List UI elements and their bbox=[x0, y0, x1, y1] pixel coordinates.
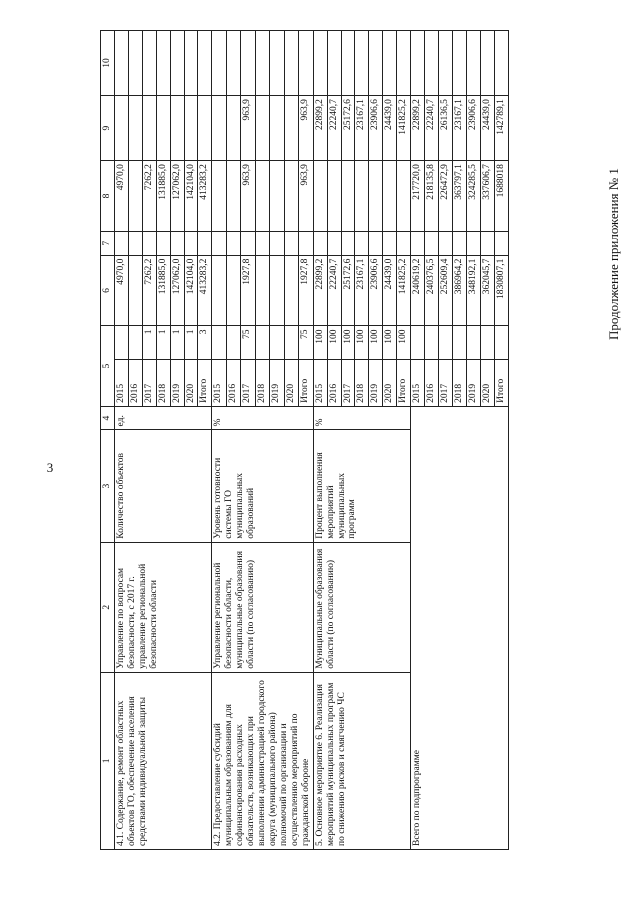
value-cell: 100 bbox=[341, 326, 355, 359]
value-cell bbox=[341, 161, 355, 232]
value-cell: 226472,9 bbox=[438, 161, 452, 232]
value-cell bbox=[411, 231, 425, 255]
value-cell bbox=[369, 231, 383, 255]
year-cell: 2016 bbox=[128, 359, 142, 406]
value-cell bbox=[212, 231, 226, 255]
value-cell: 25172,6 bbox=[341, 255, 355, 326]
value-cell: 100 bbox=[313, 326, 327, 359]
value-cell bbox=[128, 96, 142, 161]
value-cell bbox=[255, 161, 269, 232]
value-cell bbox=[241, 31, 255, 96]
header-cell: 2 bbox=[101, 542, 115, 672]
year-cell: Итого bbox=[198, 359, 212, 406]
value-cell bbox=[284, 326, 298, 359]
value-cell: 240376,5 bbox=[425, 255, 439, 326]
value-cell bbox=[156, 31, 170, 96]
table-row bbox=[114, 31, 128, 850]
value-cell bbox=[128, 161, 142, 232]
value-cell bbox=[212, 255, 226, 326]
value-cell: 23906,6 bbox=[369, 96, 383, 161]
value-cell bbox=[270, 161, 284, 232]
value-cell bbox=[142, 31, 156, 96]
value-cell: 362045,7 bbox=[480, 255, 494, 326]
value-cell bbox=[494, 231, 508, 255]
value-cell: 75 bbox=[241, 326, 255, 359]
value-cell bbox=[284, 231, 298, 255]
value-cell bbox=[438, 326, 452, 359]
value-cell bbox=[226, 31, 240, 96]
value-cell: 23167,1 bbox=[355, 255, 369, 326]
value-cell: 23906,6 bbox=[466, 96, 480, 161]
value-cell bbox=[255, 326, 269, 359]
value-cell bbox=[355, 31, 369, 96]
value-cell: 1 bbox=[170, 326, 184, 359]
header-cell: 3 bbox=[101, 430, 115, 542]
value-cell bbox=[212, 31, 226, 96]
value-cell: 218135,8 bbox=[425, 161, 439, 232]
value-cell: 100 bbox=[355, 326, 369, 359]
value-cell bbox=[170, 231, 184, 255]
value-cell bbox=[383, 31, 397, 96]
value-cell: 240619,2 bbox=[411, 255, 425, 326]
value-cell bbox=[226, 255, 240, 326]
value-cell bbox=[128, 31, 142, 96]
value-cell bbox=[255, 31, 269, 96]
year-cell: 2017 bbox=[142, 359, 156, 406]
value-cell bbox=[452, 326, 466, 359]
value-cell: 22899,2 bbox=[313, 255, 327, 326]
value-cell: 141825,2 bbox=[397, 96, 411, 161]
indicator: Уровень готовности системы ГО муниципальных образований bbox=[212, 430, 313, 542]
value-cell bbox=[355, 161, 369, 232]
value-cell: 386964,2 bbox=[452, 255, 466, 326]
year-cell: 2020 bbox=[284, 359, 298, 406]
value-cell: 22240,7 bbox=[425, 96, 439, 161]
value-cell: 1830807,1 bbox=[494, 255, 508, 326]
value-cell bbox=[270, 31, 284, 96]
value-cell: 4970,0 bbox=[114, 161, 128, 232]
program-table-grid bbox=[100, 30, 509, 850]
year-cell: 2018 bbox=[255, 359, 269, 406]
header-cell: 7 bbox=[101, 231, 115, 255]
executor: Управление региональной безопасности области, муниципальные образования области (по согласованию) bbox=[212, 542, 313, 672]
value-cell bbox=[284, 96, 298, 161]
value-cell: 142789,1 bbox=[494, 96, 508, 161]
value-cell: 22899,2 bbox=[411, 96, 425, 161]
value-cell: 141825,2 bbox=[397, 255, 411, 326]
value-cell bbox=[226, 96, 240, 161]
value-cell: 22240,7 bbox=[327, 96, 341, 161]
value-cell bbox=[341, 31, 355, 96]
year-cell: 2017 bbox=[241, 359, 255, 406]
value-cell: 22240,7 bbox=[327, 255, 341, 326]
value-cell: 348192,1 bbox=[466, 255, 480, 326]
value-cell bbox=[270, 231, 284, 255]
value-cell bbox=[411, 31, 425, 96]
value-cell: 1927,8 bbox=[299, 255, 313, 326]
value-cell: 1 bbox=[156, 326, 170, 359]
value-cell bbox=[383, 231, 397, 255]
value-cell: 1 bbox=[142, 326, 156, 359]
year-cell: 2016 bbox=[226, 359, 240, 406]
value-cell: 24439,0 bbox=[383, 255, 397, 326]
year-cell: 2018 bbox=[355, 359, 369, 406]
value-cell: 7262,2 bbox=[142, 161, 156, 232]
value-cell: 23167,1 bbox=[452, 96, 466, 161]
value-cell bbox=[114, 31, 128, 96]
value-cell: 127062,0 bbox=[170, 161, 184, 232]
value-cell: 413283,2 bbox=[198, 161, 212, 232]
value-cell: 337606,7 bbox=[480, 161, 494, 232]
value-cell bbox=[369, 161, 383, 232]
value-cell: 963,9 bbox=[299, 96, 313, 161]
value-cell: 3 bbox=[198, 326, 212, 359]
year-cell: 2020 bbox=[184, 359, 198, 406]
value-cell: 131885,0 bbox=[156, 161, 170, 232]
total-row bbox=[411, 31, 425, 850]
header-cell: 5 bbox=[101, 326, 115, 406]
page-number: 3 bbox=[46, 460, 54, 475]
value-cell bbox=[438, 31, 452, 96]
value-cell bbox=[198, 31, 212, 96]
value-cell: 142104,0 bbox=[184, 255, 198, 326]
value-cell: 324285,5 bbox=[466, 161, 480, 232]
program-table bbox=[100, 30, 620, 850]
value-cell bbox=[466, 326, 480, 359]
value-cell: 252609,4 bbox=[438, 255, 452, 326]
value-cell bbox=[466, 31, 480, 96]
value-cell bbox=[341, 231, 355, 255]
year-cell: 2019 bbox=[466, 359, 480, 406]
value-cell: 1 bbox=[184, 326, 198, 359]
value-cell: 142104,0 bbox=[184, 161, 198, 232]
value-cell: 127062,0 bbox=[170, 255, 184, 326]
value-cell bbox=[156, 96, 170, 161]
value-cell bbox=[212, 161, 226, 232]
year-cell: Итого bbox=[494, 359, 508, 406]
value-cell bbox=[226, 326, 240, 359]
measure-name: 5. Основное мероприятие 6. Реализация мероприятий муниципальных программ по снижению рисков и смягчению ЧС bbox=[313, 672, 410, 849]
value-cell: 100 bbox=[383, 326, 397, 359]
value-cell bbox=[425, 31, 439, 96]
total-label: Всего по подпрограмме bbox=[411, 406, 508, 849]
value-cell bbox=[327, 161, 341, 232]
value-cell bbox=[184, 96, 198, 161]
value-cell bbox=[438, 231, 452, 255]
value-cell: 100 bbox=[369, 326, 383, 359]
executor: Управление по вопросам безопасности, с 2017 г. управление региональной безопасности области bbox=[114, 542, 211, 672]
value-cell bbox=[114, 96, 128, 161]
value-cell bbox=[425, 231, 439, 255]
value-cell bbox=[255, 255, 269, 326]
value-cell: 363797,1 bbox=[452, 161, 466, 232]
header-row bbox=[101, 31, 115, 850]
measure-name: 4.2. Предоставление субсидий муниципальным образованиям для софинансирования расходных обязательств, возникающих при выполнении администрацией городского округа (муниципального района) полномочий по организации и осуществлению мероприятий по гражданской обороне bbox=[212, 672, 313, 849]
value-cell bbox=[128, 231, 142, 255]
value-cell bbox=[198, 231, 212, 255]
value-cell bbox=[241, 231, 255, 255]
year-cell: 2016 bbox=[425, 359, 439, 406]
indicator: Процент выполнения мероприятий муниципальных программ bbox=[313, 430, 410, 542]
value-cell: 1688018 bbox=[494, 161, 508, 232]
value-cell bbox=[212, 326, 226, 359]
value-cell bbox=[284, 161, 298, 232]
value-cell: 24439,0 bbox=[383, 96, 397, 161]
value-cell bbox=[397, 161, 411, 232]
value-cell bbox=[270, 255, 284, 326]
measure-name: 4.1. Содержание, ремонт областных объектов ГО, обеспечение населения средствами индивидуальной защиты bbox=[114, 672, 211, 849]
value-cell bbox=[270, 96, 284, 161]
year-cell: 2015 bbox=[212, 359, 226, 406]
value-cell bbox=[397, 31, 411, 96]
value-cell bbox=[255, 96, 269, 161]
value-cell bbox=[212, 96, 226, 161]
value-cell bbox=[226, 231, 240, 255]
value-cell bbox=[452, 231, 466, 255]
value-cell bbox=[480, 326, 494, 359]
year-cell: 2015 bbox=[411, 359, 425, 406]
table-row bbox=[212, 31, 226, 850]
value-cell bbox=[184, 231, 198, 255]
value-cell bbox=[128, 255, 142, 326]
value-cell: 22899,2 bbox=[313, 96, 327, 161]
table-row bbox=[313, 31, 327, 850]
value-cell: 4970,0 bbox=[114, 255, 128, 326]
executor: Муниципальные образования области (по согласованию) bbox=[313, 542, 410, 672]
value-cell bbox=[327, 31, 341, 96]
value-cell bbox=[226, 161, 240, 232]
value-cell bbox=[156, 231, 170, 255]
value-cell bbox=[284, 31, 298, 96]
indicator: Количество объектов bbox=[114, 430, 211, 542]
year-cell: 2019 bbox=[270, 359, 284, 406]
value-cell: 26136,5 bbox=[438, 96, 452, 161]
value-cell: 25172,6 bbox=[341, 96, 355, 161]
value-cell bbox=[142, 96, 156, 161]
value-cell bbox=[170, 96, 184, 161]
year-cell: 2018 bbox=[452, 359, 466, 406]
year-cell: 2015 bbox=[313, 359, 327, 406]
header-cell: 9 bbox=[101, 96, 115, 161]
header-cell: 4 bbox=[101, 406, 115, 430]
value-cell bbox=[466, 231, 480, 255]
value-cell bbox=[142, 231, 156, 255]
value-cell bbox=[355, 231, 369, 255]
value-cell bbox=[114, 326, 128, 359]
value-cell: 7262,2 bbox=[142, 255, 156, 326]
value-cell: 1927,8 bbox=[241, 255, 255, 326]
year-cell: 2017 bbox=[438, 359, 452, 406]
value-cell bbox=[411, 326, 425, 359]
value-cell: 413283,2 bbox=[198, 255, 212, 326]
value-cell bbox=[480, 231, 494, 255]
value-cell bbox=[184, 31, 198, 96]
year-cell: Итого bbox=[299, 359, 313, 406]
unit: % bbox=[212, 406, 313, 430]
value-cell bbox=[170, 31, 184, 96]
value-cell: 100 bbox=[397, 326, 411, 359]
value-cell: 963,9 bbox=[241, 96, 255, 161]
value-cell bbox=[128, 326, 142, 359]
value-cell: 963,9 bbox=[299, 161, 313, 232]
value-cell bbox=[383, 161, 397, 232]
value-cell bbox=[494, 326, 508, 359]
unit: ед. bbox=[114, 406, 211, 430]
year-cell: 2020 bbox=[383, 359, 397, 406]
header-cell: 1 bbox=[101, 672, 115, 849]
unit: % bbox=[313, 406, 410, 430]
value-cell bbox=[313, 231, 327, 255]
value-cell bbox=[114, 231, 128, 255]
year-cell: 2020 bbox=[480, 359, 494, 406]
value-cell: 24439,0 bbox=[480, 96, 494, 161]
value-cell bbox=[397, 231, 411, 255]
value-cell: 131885,0 bbox=[156, 255, 170, 326]
value-cell bbox=[494, 31, 508, 96]
value-cell bbox=[198, 96, 212, 161]
appendix-title: Продолжение приложения № 1 bbox=[606, 168, 621, 340]
value-cell bbox=[299, 231, 313, 255]
value-cell: 963,9 bbox=[241, 161, 255, 232]
year-cell: 2017 bbox=[341, 359, 355, 406]
year-cell: 2019 bbox=[170, 359, 184, 406]
year-cell: 2019 bbox=[369, 359, 383, 406]
value-cell bbox=[313, 161, 327, 232]
year-cell: 2018 bbox=[156, 359, 170, 406]
value-cell: 75 bbox=[299, 326, 313, 359]
value-cell: 100 bbox=[327, 326, 341, 359]
value-cell bbox=[270, 326, 284, 359]
year-cell: 2016 bbox=[327, 359, 341, 406]
value-cell bbox=[255, 231, 269, 255]
value-cell bbox=[425, 326, 439, 359]
value-cell bbox=[327, 231, 341, 255]
value-cell: 23906,6 bbox=[369, 255, 383, 326]
header-cell: 6 bbox=[101, 255, 115, 326]
value-cell bbox=[313, 31, 327, 96]
header-cell: 10 bbox=[101, 31, 115, 96]
value-cell bbox=[452, 31, 466, 96]
header-cell: 8 bbox=[101, 161, 115, 232]
value-cell bbox=[369, 31, 383, 96]
year-cell: Итого bbox=[397, 359, 411, 406]
value-cell bbox=[480, 31, 494, 96]
value-cell bbox=[299, 31, 313, 96]
value-cell: 217720,0 bbox=[411, 161, 425, 232]
value-cell: 23167,1 bbox=[355, 96, 369, 161]
value-cell bbox=[284, 255, 298, 326]
year-cell: 2015 bbox=[114, 359, 128, 406]
